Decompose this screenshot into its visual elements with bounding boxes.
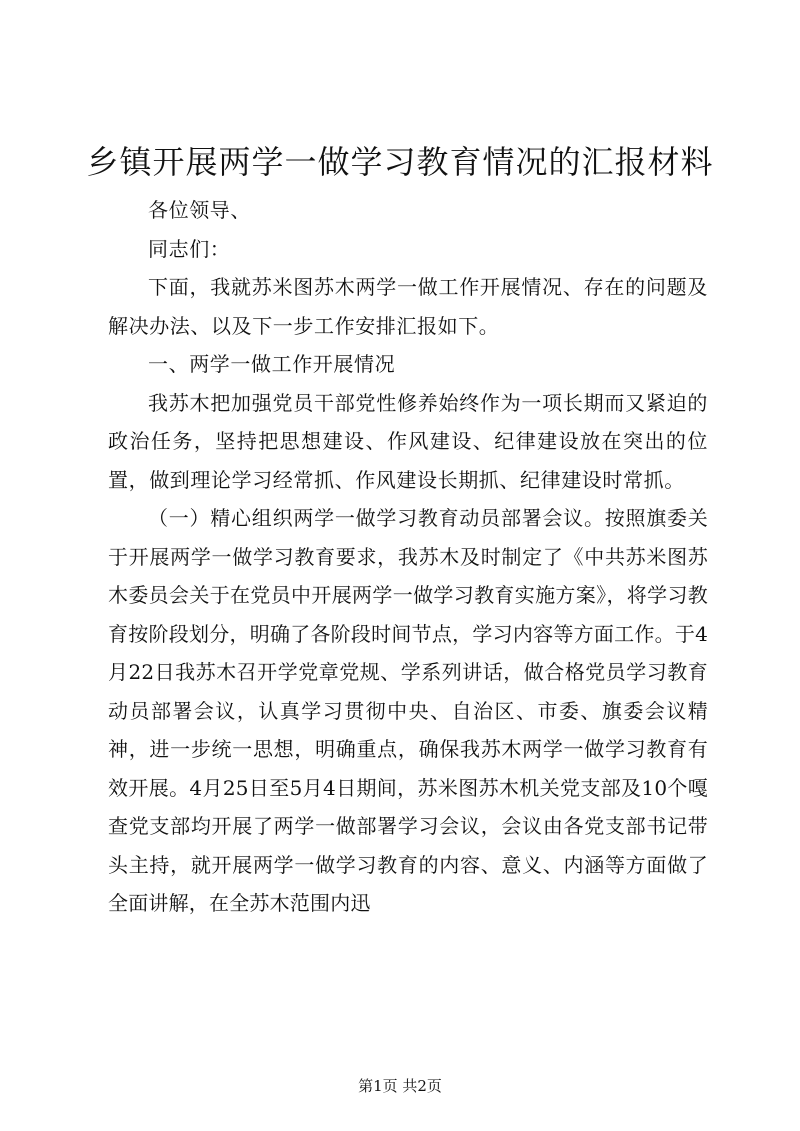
subsection-1-paragraph: （一）精心组织两学一做学习教育动员部署会议。按照旗委关于开展两学一做学习教育要求，我苏木及时制定了《中共苏米图苏木委员会关于在党员中开展两学一做学习教育实施方案》，将学习教育按阶段划分，明确了各阶段时间节点，学习内容等方面工作。于4月22日我苏木召开学党章党规、学系列讲话，做合格党员学习教育动员部署会议，认真学习贯彻中央、自治区、市委、旗委会议精神，进一步统一思想，明确重点，确保我苏木两学一做学习教育有效开展。4月25日至5月4日期间，苏米图苏木机关党支部及10个嘎查党支部均开展了两学一做部署学习会议，会议由各党支部书记带头主持，就开展两学一做学习教育的内容、意义、内涵等方面做了全面讲解，在全苏木范围内迅 <box>108 506 708 915</box>
salutation-leaders: 各位领导、 <box>148 198 251 222</box>
page-number-footer: 第1页 共2页 <box>358 1077 442 1095</box>
document-body <box>108 191 708 923</box>
salutation-comrades: 同志们： <box>148 236 231 261</box>
document-title: 乡镇开展两学一做学习教育情况的汇报材料 <box>86 143 714 181</box>
section-1-paragraph: 我苏木把加强党员干部党性修养始终作为一项长期而又紧迫的政治任务，坚持把思想建设、作风建设、纪律建设放在突出的位置，做到理论学习经常抓、作风建设长期抓、纪律建设时常抓。 <box>108 390 708 492</box>
section-heading-1: 一、两学一做工作开展情况 <box>148 352 396 376</box>
intro-paragraph: 下面，我就苏米图苏木两学一做工作开展情况、存在的问题及解决办法、以及下一步工作安排汇报如下。 <box>108 275 708 338</box>
